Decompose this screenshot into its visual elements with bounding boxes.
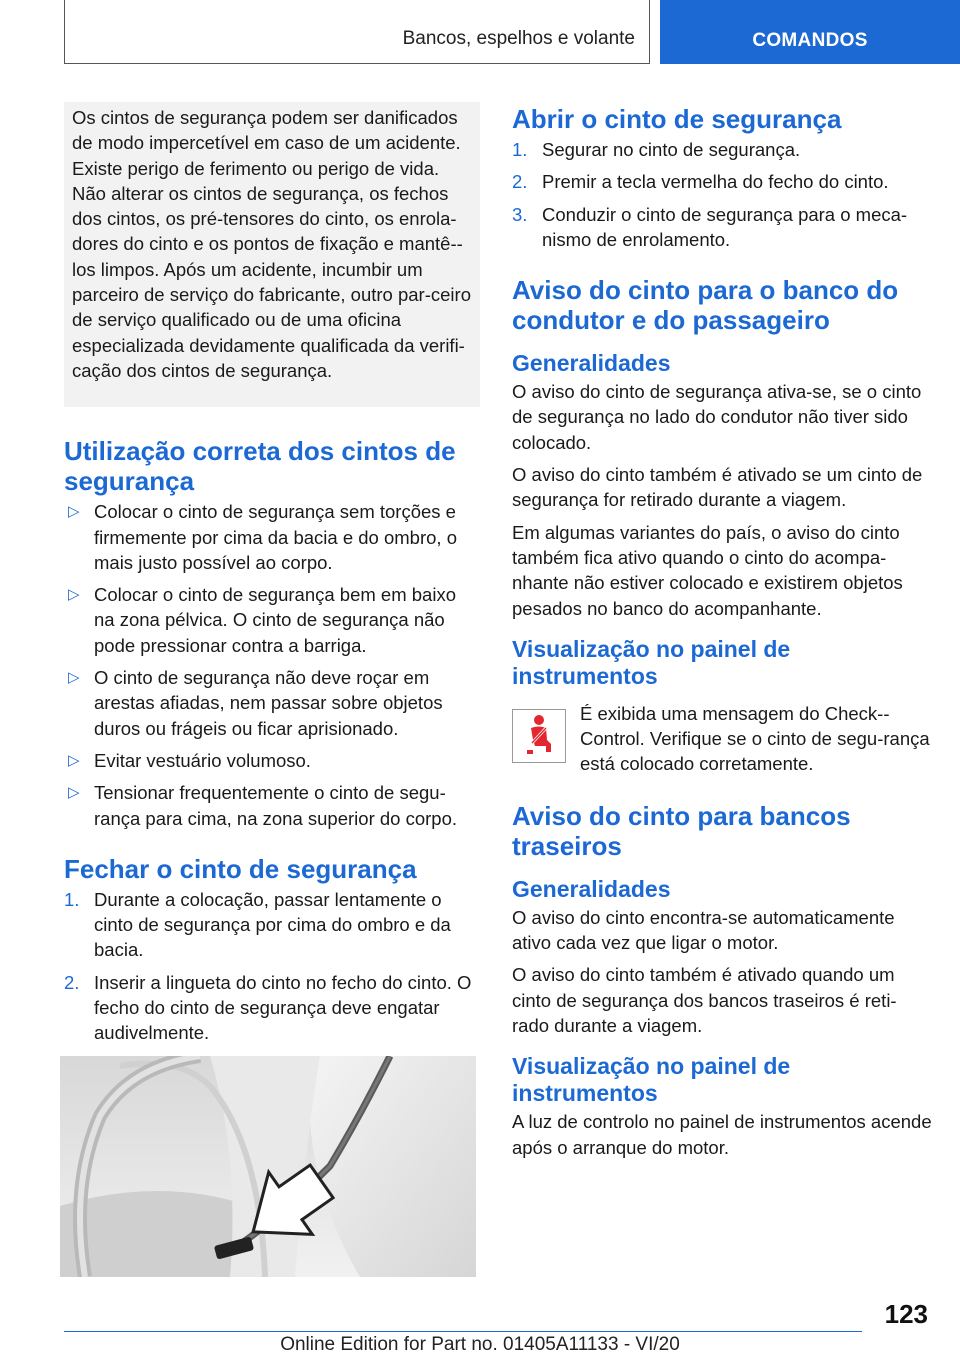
list-item: 2. Inserir a lingueta do cinto no fecho do cinto. O fecho do cinto de segurança deve engatar audivelmente. xyxy=(64,971,472,1044)
display-heading: Visualização no painel de instrumentos xyxy=(512,1053,791,1107)
fasten-steps xyxy=(64,887,480,1046)
bullet-triangle-icon: ▷ xyxy=(68,503,80,521)
usage-heading: Utilização correta dos cintos de segurança xyxy=(64,436,456,497)
header-section-title: Bancos, espelhos e volante xyxy=(402,28,635,49)
list-item: ▷ Colocar o cinto de segurança sem torções e firmemente por cima da bacia e do ombro, o mais justo possível ao corpo. xyxy=(68,501,457,573)
list-item: 3. Conduzir o cinto de segurança para o meca-nismo de enrolamento. xyxy=(512,203,908,250)
rear-warning-heading: Aviso do cinto para bancos traseiros xyxy=(512,800,851,861)
general-heading: Generalidades xyxy=(512,875,671,902)
paragraph: A luz de controlo no painel de instrumentos acende após o arranque do motor. xyxy=(512,1111,932,1158)
list-item: 1. Durante a colocação, passar lentamente o cinto de segurança por cima do ombro e da bacia. xyxy=(64,888,451,961)
bullet-triangle-icon: ▷ xyxy=(68,586,80,604)
bullet-triangle-icon: ▷ xyxy=(68,751,80,769)
paragraph: O aviso do cinto também é ativado se um cinto de segurança for retirado durante a viagem. xyxy=(512,464,923,511)
indicator-row xyxy=(512,701,932,777)
driver-warning-heading: Aviso do cinto para o banco do condutor e do passageiro xyxy=(512,275,899,336)
list-item: 1. Segurar no cinto de segurança. xyxy=(512,139,801,160)
paragraph: O aviso do cinto de segurança ativa-se, se o cinto de segurança no lado do condutor não tiver sido colocado. xyxy=(512,381,922,453)
footer-edition: Online Edition for Part no. 01405A11133 - VI/20 xyxy=(280,1334,680,1355)
warning-text: Os cintos de segurança podem ser danificados de modo impercetível em caso de um acidente. Existe perigo de ferimento ou perigo de vida. Não alterar os cintos de segurança, os fechos dos cintos, os pré-tensores do cinto, os enrola-dores do cinto e os pontos de fixação e mantê--los limpos. Após um acidente, incumbir um parceiro de serviço do fabricante, outro par-ceiro de serviço qualificado ou de uma oficina especializada devidamente qualificada da verifi-cação dos cintos de segurança. xyxy=(72,107,471,381)
paragraph: O aviso do cinto também é ativado quando um cinto de segurança dos bancos traseiros é reti-rado durante a viagem. xyxy=(512,964,897,1036)
seatbelt-illustration xyxy=(60,1056,476,1277)
bullet-triangle-icon: ▷ xyxy=(68,784,80,802)
page-number: 123 xyxy=(884,1299,928,1329)
bullet-triangle-icon: ▷ xyxy=(68,669,80,687)
header-chapter-tab xyxy=(660,0,960,64)
footer-divider xyxy=(64,1331,862,1332)
display-heading: Visualização no painel de instrumentos xyxy=(512,635,791,689)
header-section-box xyxy=(64,0,650,64)
left-column xyxy=(64,102,480,1053)
header-chapter-title: COMANDOS xyxy=(752,30,868,51)
usage-list xyxy=(64,499,480,831)
list-item: ▷ O cinto de segurança não deve roçar em arestas afiadas, nem passar sobre objetos duros ou frágeis ou ficar aprisionado. xyxy=(68,667,443,739)
list-item: ▷ Evitar vestuário volumoso. xyxy=(64,748,480,773)
open-steps xyxy=(512,137,932,252)
general-heading: Generalidades xyxy=(512,350,671,377)
paragraph: Em algumas variantes do país, o aviso do cinto também fica ativo quando o cinto do acompa-nhante não estiver colocado e existirem objetos pesados no banco do acompanhante. xyxy=(512,521,903,619)
list-item: ▷ Tensionar frequentemente o cinto de segu-rança para cima, na zona superior do corpo. xyxy=(68,782,458,829)
list-item: ▷ Colocar o cinto de segurança bem em baixo na zona pélvica. O cinto de segurança não pode pressionar contra a barriga. xyxy=(68,584,456,656)
list-item: 2. Premir a tecla vermelha do fecho do cinto. xyxy=(512,171,889,193)
fasten-heading: Fechar o cinto de segurança xyxy=(64,853,417,884)
right-column xyxy=(512,102,932,1167)
seatbelt-buckle-image xyxy=(60,1056,476,1277)
seatbelt-warning-icon xyxy=(512,709,566,763)
warning-box xyxy=(64,102,480,407)
open-heading: Abrir o cinto de segurança xyxy=(512,104,842,134)
paragraph: O aviso do cinto encontra-se automaticamente ativo cada vez que ligar o motor. xyxy=(512,906,895,954)
display-message-text: É exibida uma mensagem do Check--Control. Verifique se o cinto de segu-rança está colocado corretamente. xyxy=(580,702,930,775)
